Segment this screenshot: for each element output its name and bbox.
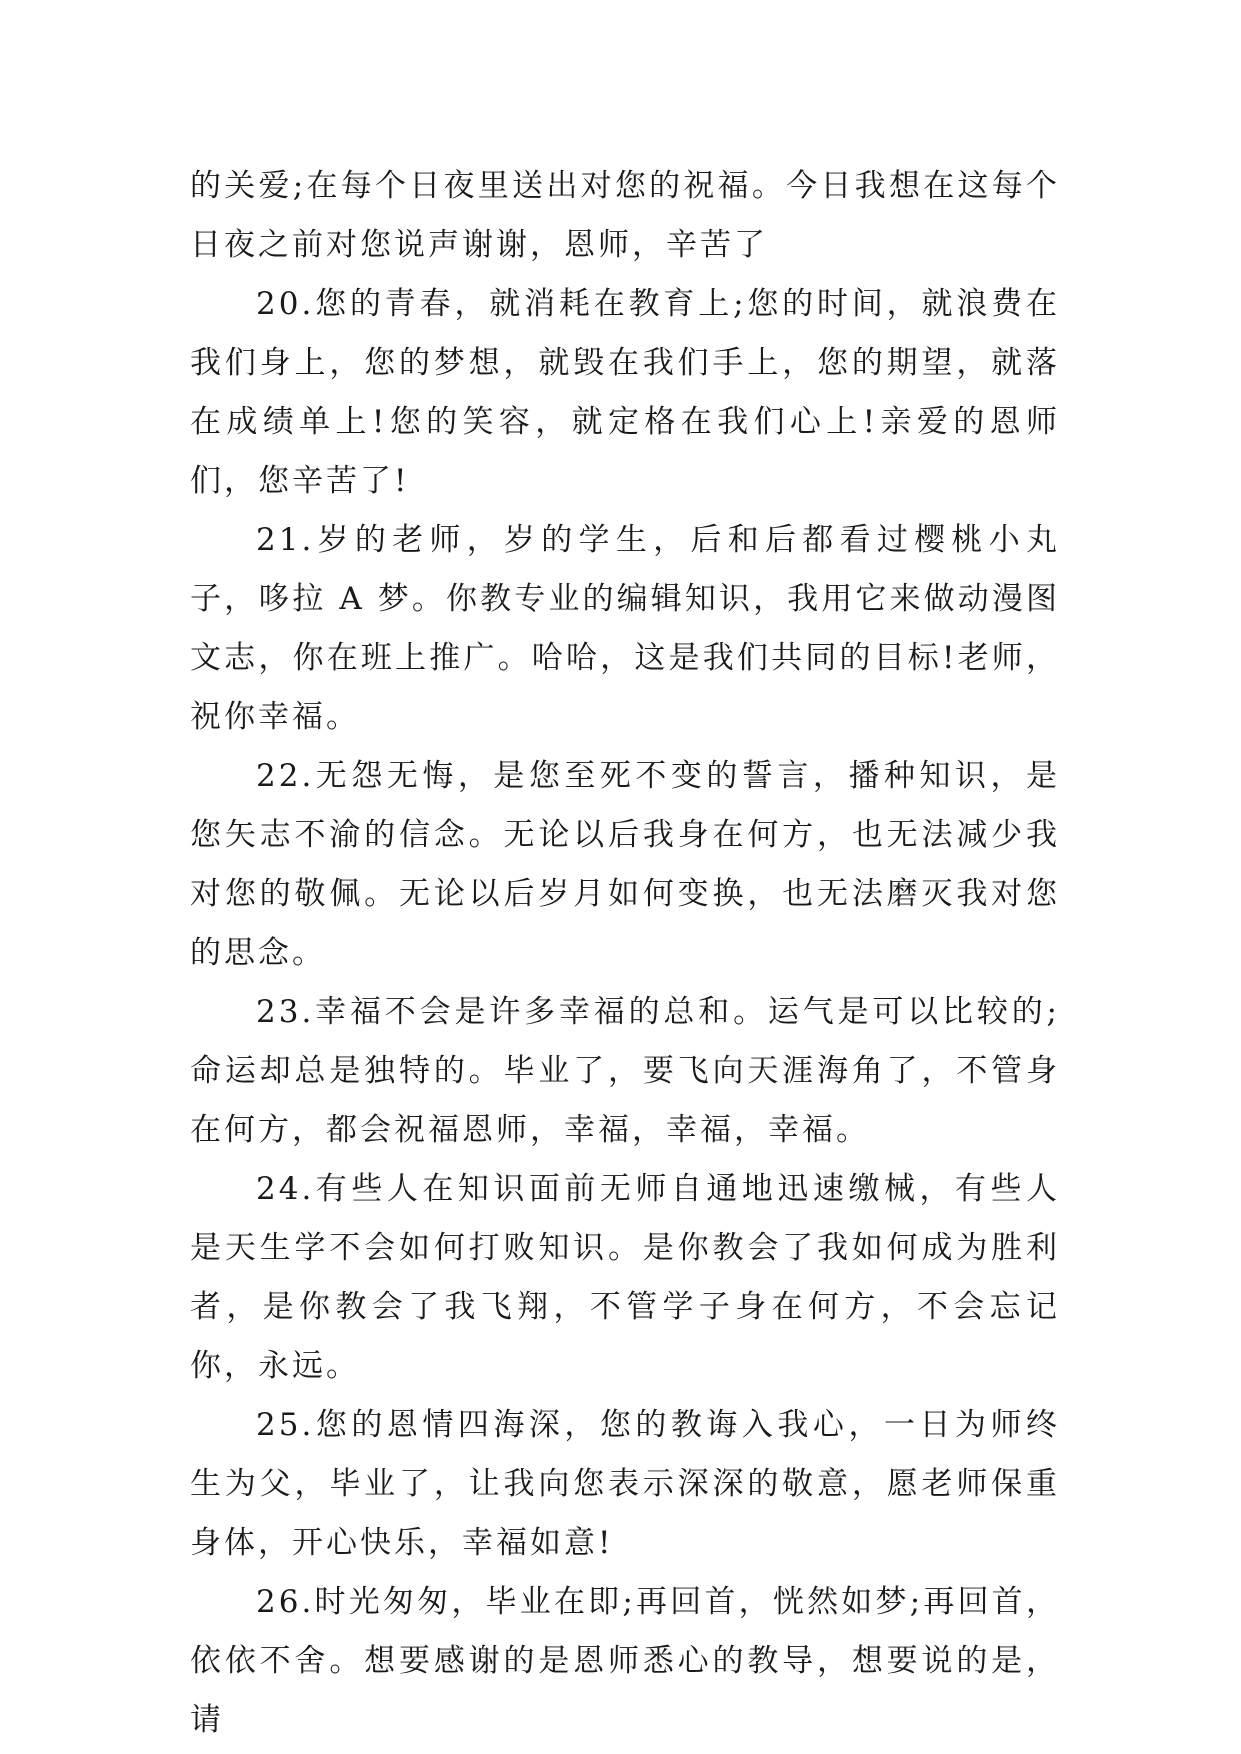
paragraph: 23.幸福不会是许多幸福的总和。运气是可以比较的;命运却总是独特的。毕业了，要飞向天涯海角了，不管身在何方，都会祝福恩师，幸福，幸福，幸福。	[190, 994, 1060, 1148]
paragraph: 24.有些人在知识面前无师自通地迅速缴械，有些人是天生学不会如何打败知识。是你教会了我如何成为胜利者，是你教会了我飞翔，不管学子身在何方，不会忘记你，永远。	[190, 1171, 1060, 1384]
paragraph: 25.您的恩情四海深，您的教诲入我心，一日为师终生为父，毕业了，让我向您表示深深的敬意，愿老师保重身体，开心快乐，幸福如意!	[190, 1407, 1060, 1561]
paragraph: 的关爱;在每个日夜里送出对您的祝福。今日我想在这每个日夜之前对您说声谢谢，恩师，辛苦了	[190, 168, 1060, 263]
paragraph: 22.无怨无悔，是您至死不变的誓言，播种知识，是您矢志不渝的信念。无论以后我身在何方，也无法减少我对您的敬佩。无论以后岁月如何变换，也无法磨灭我对您的思念。	[190, 758, 1060, 971]
paragraph: 26.时光匆匆，毕业在即;再回首，恍然如梦;再回首，依依不舍。想要感谢的是恩师悉心的教导，想要说的是，请	[190, 1584, 1060, 1738]
paragraph: 20.您的青春，就消耗在教育上;您的时间，就浪费在我们身上，您的梦想，就毁在我们手上，您的期望，就落在成绩单上!您的笑容，就定格在我们心上!亲爱的恩师们，您辛苦了!	[190, 286, 1060, 499]
paragraph: 21.岁的老师，岁的学生，后和后都看过樱桃小丸子，哆拉 A 梦。你教专业的编辑知识，我用它来做动漫图文志，你在班上推广。哈哈，这是我们共同的目标!老师，祝你幸福。	[190, 522, 1060, 735]
document-body	[190, 157, 1060, 1750]
